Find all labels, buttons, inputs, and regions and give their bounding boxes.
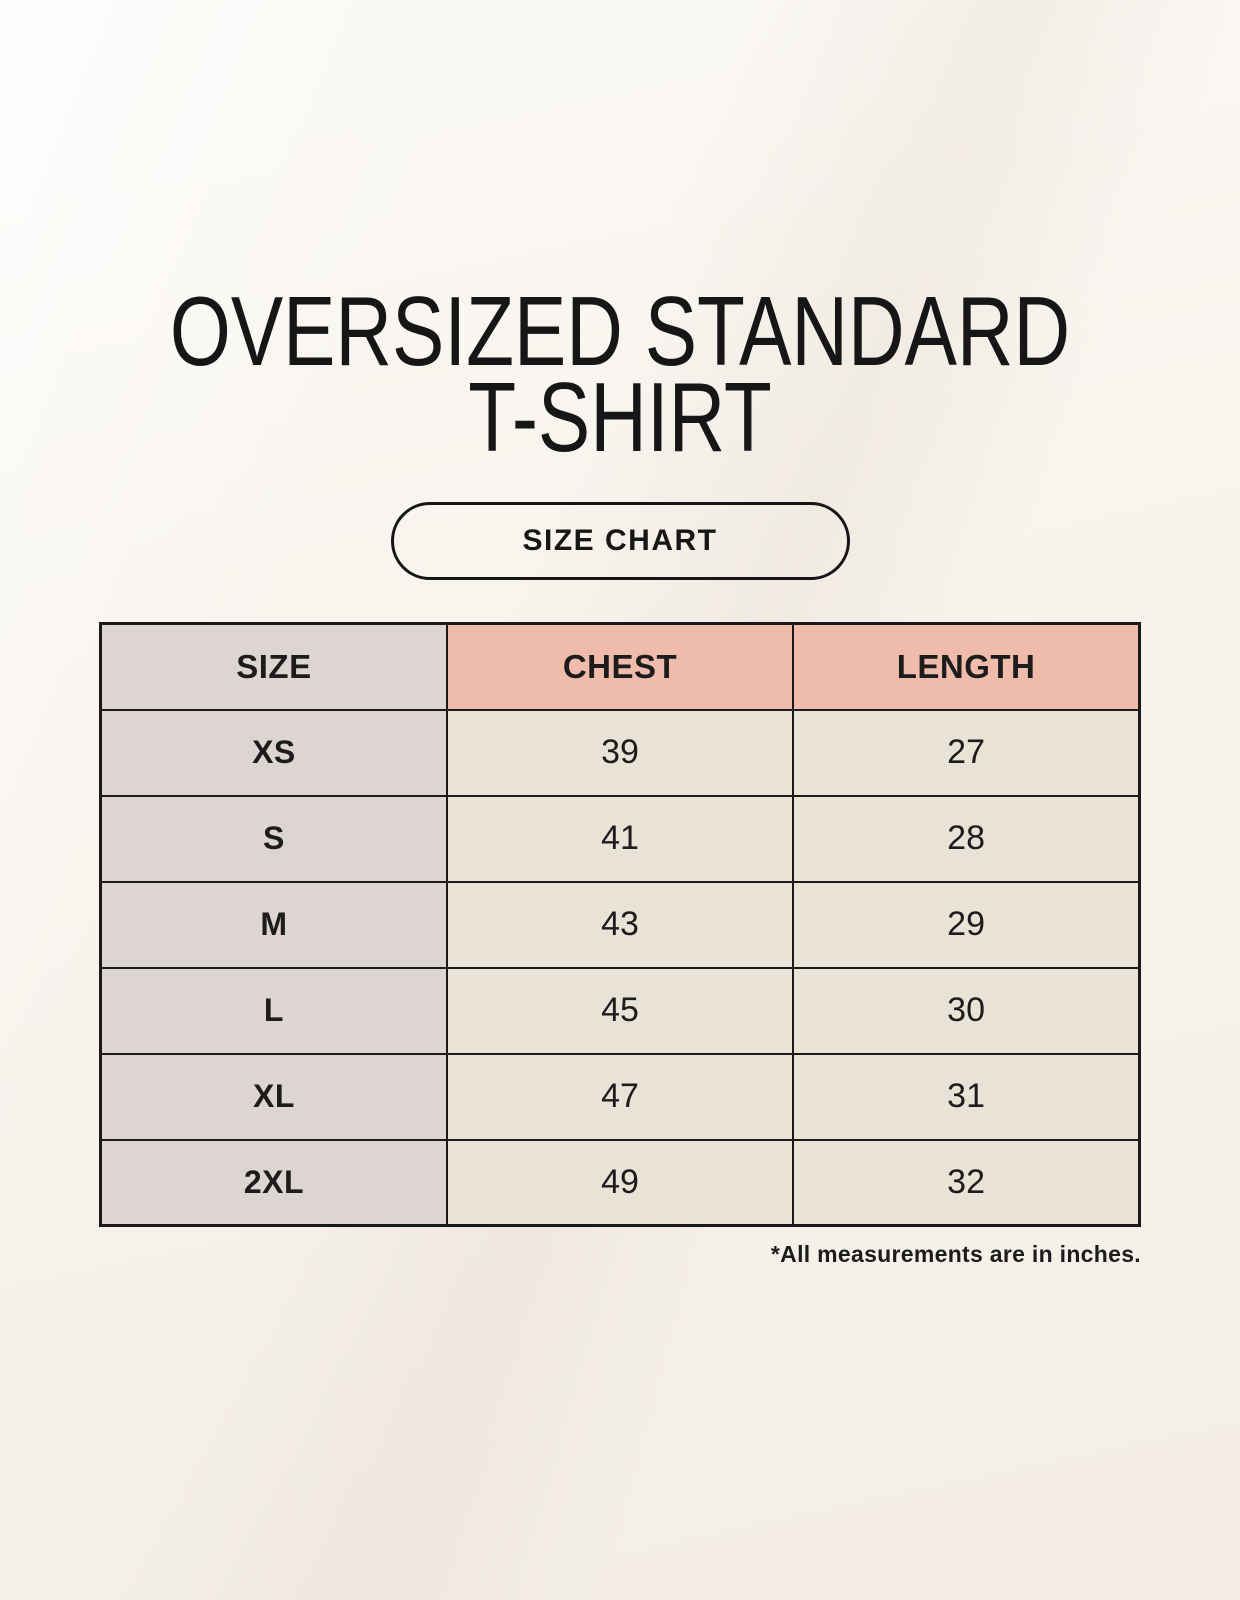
- measurements-note: *All measurements are in inches.: [770, 1241, 1141, 1268]
- length-cell: 32: [793, 1140, 1139, 1226]
- table-row: [101, 1054, 1140, 1140]
- column-header-length: LENGTH: [793, 624, 1139, 710]
- size-cell: XS: [101, 710, 447, 796]
- page-title: [124, 276, 1116, 473]
- table-row: [101, 1140, 1140, 1226]
- size-cell: L: [101, 968, 447, 1054]
- column-header-size: SIZE: [101, 624, 447, 710]
- column-header-chest: CHEST: [447, 624, 793, 710]
- size-chart-badge: [391, 502, 850, 580]
- chest-cell: 41: [447, 796, 793, 882]
- table-row: [101, 796, 1140, 882]
- table-row: [101, 968, 1140, 1054]
- chest-cell: 45: [447, 968, 793, 1054]
- chest-cell: 39: [447, 710, 793, 796]
- table-header-row: [101, 624, 1140, 710]
- size-chart-badge-label: SIZE CHART: [522, 524, 718, 558]
- size-cell: M: [101, 882, 447, 968]
- size-chart-table: [99, 622, 1141, 1227]
- chest-cell: 43: [447, 882, 793, 968]
- length-cell: 28: [793, 796, 1139, 882]
- length-cell: 29: [793, 882, 1139, 968]
- page-title-line-1: OVERSIZED STANDARD: [169, 276, 1071, 386]
- chest-cell: 47: [447, 1054, 793, 1140]
- table-row: [101, 882, 1140, 968]
- length-cell: 31: [793, 1054, 1139, 1140]
- table-row: [101, 710, 1140, 796]
- length-cell: 27: [793, 710, 1139, 796]
- page-title-line-2: T-SHIRT: [468, 362, 772, 473]
- chest-cell: 49: [447, 1140, 793, 1226]
- length-cell: 30: [793, 968, 1139, 1054]
- size-cell: XL: [101, 1054, 447, 1140]
- size-cell: S: [101, 796, 447, 882]
- size-cell: 2XL: [101, 1140, 447, 1226]
